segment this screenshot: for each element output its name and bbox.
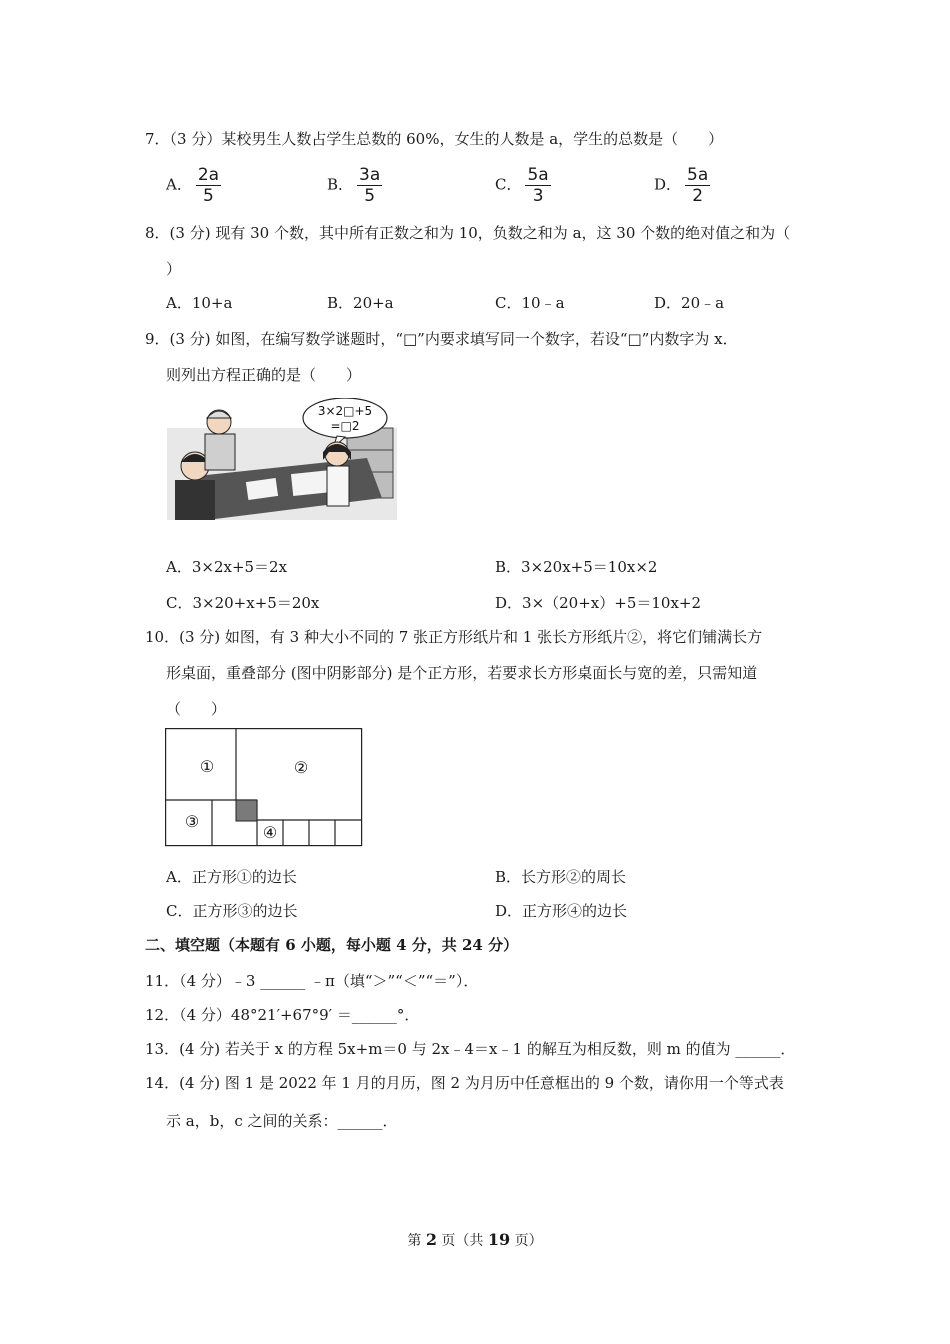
q9-option-a: A．3×2x+5＝2x [166, 558, 288, 576]
q9-option-b: B．3×20x+5＝10x×2 [495, 558, 658, 576]
q10-stem-line2: 形桌面，重叠部分 (图中阴影部分) 是个正方形，若要求长方形桌面长与宽的差，只需知道 [166, 664, 758, 682]
label-rect-2: ② [293, 758, 309, 777]
q7-option-d: D． $\frac{5a}{2}$ [654, 165, 709, 206]
rectangle-tiling-figure [165, 728, 365, 848]
q9-option-c: C．3×20+x+5＝20x [166, 594, 320, 612]
label-square-3: ③ [184, 812, 200, 831]
q10-stem-line3: （ ） [166, 700, 227, 718]
q14-line2: 示 a，b，c 之间的关系：______． [166, 1112, 398, 1130]
total-pages: 19 [487, 1230, 511, 1249]
q7-option-a: A． $\frac{2a}{5}$ [166, 165, 220, 206]
section-2-heading: 二、填空题（本题有 6 小题，每小题 4 分，共 24 分） [145, 936, 519, 954]
classroom-illustration [167, 398, 397, 520]
q10-option-b: B．长方形②的周长 [495, 868, 627, 886]
q14-line1: 14．(4 分) 图 1 是 2022 年 1 月的月历，图 2 为月历中任意框出的 9 个数，请你用一个等式表 [145, 1074, 784, 1092]
label-square-4: ④ [262, 823, 278, 842]
q8-stem-line2: ） [166, 260, 182, 278]
q7-stem: 7．（3 分）某校男生人数占学生总数的 60%，女生的人数是 a，学生的总数是（ ） [145, 130, 724, 148]
q10-option-c: C．正方形③的边长 [166, 902, 298, 920]
q9-option-d: D．3×（20+x）+5＝10x+2 [495, 594, 702, 612]
q9-stem-line1: 9．(3 分) 如图，在编写数学谜题时，“□”内要求填写同一个数字，若设“□”内数字为 x． [145, 330, 738, 348]
overlap-square [236, 800, 257, 821]
q11-text: 11．（4 分）﹣3 ______ ﹣π（填“＞”“＜”“＝”）． [145, 972, 479, 990]
q8-option-b: B．20+a [327, 294, 394, 312]
q10-stem-line1: 10．(3 分) 如图，有 3 种大小不同的 7 张正方形纸片和 1 张长方形纸片②，将它们铺满长方 [145, 628, 763, 646]
current-page: 2 [425, 1230, 437, 1249]
q9-stem-line2: 则列出方程正确的是（ ） [166, 366, 362, 384]
q8-option-d: D．20﹣a [654, 294, 725, 312]
q12-text: 12．（4 分）48°21′+67°9′ ＝______°． [145, 1006, 420, 1024]
q7-option-b: B． $\frac{3a}{5}$ [327, 165, 381, 206]
bubble-line1: 3×2□+5 [317, 404, 373, 418]
q8-option-c: C．10﹣a [495, 294, 565, 312]
label-square-1: ① [199, 757, 215, 776]
q7-option-c: C． $\frac{5a}{3}$ [495, 165, 549, 206]
q13-text: 13．(4 分) 若关于 x 的方程 5x+m＝0 与 2x﹣4＝x﹣1 的解互为相反数，则 m 的值为 ______． [145, 1040, 796, 1058]
q8-stem-line1: 8．(3 分) 现有 30 个数，其中所有正数之和为 10，负数之和为 a，这 30 个数的绝对值之和为（ [145, 224, 791, 242]
page-footer: 第 2 页（共 19 页） [407, 1230, 543, 1249]
bubble-line2: =□2 [330, 419, 360, 433]
q8-option-a: A．10+a [166, 294, 233, 312]
q10-option-a: A．正方形①的边长 [166, 868, 297, 886]
q10-option-d: D．正方形④的边长 [495, 902, 628, 920]
